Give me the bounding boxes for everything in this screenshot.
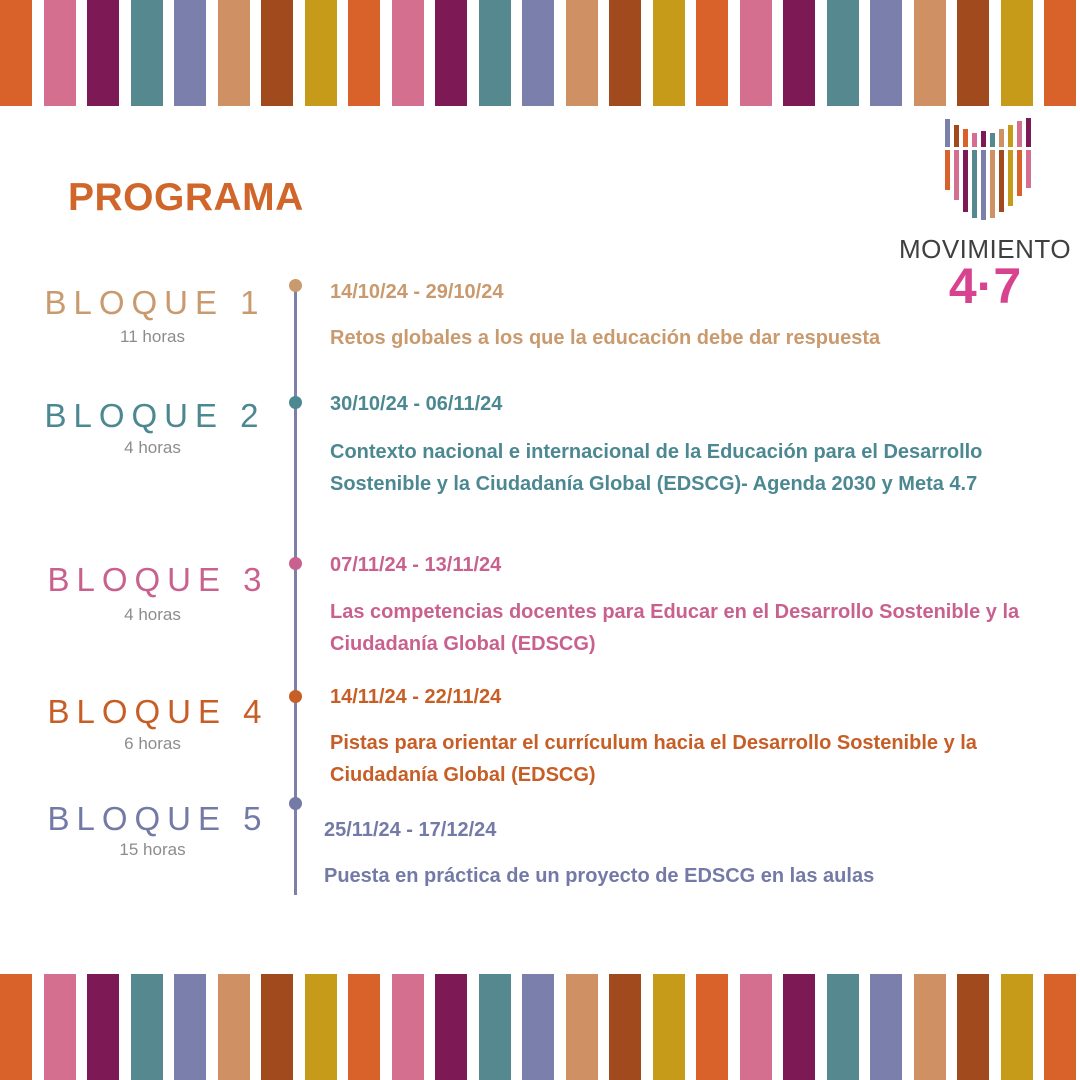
timeline-dot — [289, 690, 302, 703]
stripe — [522, 974, 566, 1080]
block-label: BLOQUE 3 — [47, 561, 269, 598]
block-description: Contexto nacional e internacional de la Educación para el Desarrollo Sostenible y la Ciudadanía Global (EDSCG)- Agenda 2030 y Meta 4.7 — [330, 441, 983, 495]
stripe — [1001, 0, 1045, 106]
stripe — [305, 974, 349, 1080]
stripe — [827, 974, 871, 1080]
logo-bars-icon — [895, 112, 1075, 232]
stripe — [870, 974, 914, 1080]
stripe — [218, 0, 262, 106]
stripe — [566, 0, 610, 106]
stripe — [566, 974, 610, 1080]
block-hours: 4 horas — [124, 438, 181, 457]
stripe — [348, 0, 392, 106]
timeline-dot — [289, 279, 302, 292]
stripe — [131, 974, 175, 1080]
stripe — [914, 974, 958, 1080]
timeline-dot — [289, 557, 302, 570]
page-title: PROGRAMA — [68, 176, 304, 219]
stripe — [435, 0, 479, 106]
stripe — [522, 0, 566, 106]
stripe — [740, 974, 784, 1080]
stripe — [740, 0, 784, 106]
stripe — [131, 0, 175, 106]
stripe — [1001, 974, 1045, 1080]
block-dates: 25/11/24 - 17/12/24 — [324, 819, 497, 841]
stripe — [44, 0, 88, 106]
stripe — [696, 974, 740, 1080]
logo-number: 4·7 — [948, 258, 1022, 314]
stripe — [87, 0, 131, 106]
timeline-dot — [289, 396, 302, 409]
block-hours: 15 horas — [119, 840, 186, 859]
stripe — [174, 0, 218, 106]
bottom-stripe-border — [0, 974, 1080, 1080]
stripe — [261, 974, 305, 1080]
stripe — [174, 974, 218, 1080]
stripe — [914, 0, 958, 106]
stripe — [348, 974, 392, 1080]
stripe — [87, 974, 131, 1080]
stripe — [609, 0, 653, 106]
stripe — [261, 0, 305, 106]
block-label: BLOQUE 5 — [47, 800, 269, 837]
stripe — [1044, 974, 1080, 1080]
stripe — [479, 0, 523, 106]
block-description: Las competencias docentes para Educar en el Desarrollo Sostenible y la Ciudadanía Global (EDSCG) — [330, 601, 1020, 655]
stripe — [1044, 0, 1080, 106]
block-description: Retos globales a los que la educación debe dar respuesta — [330, 327, 881, 349]
stripe — [44, 974, 88, 1080]
stripe — [0, 0, 44, 106]
block-description: Pistas para orientar el currículum hacia el Desarrollo Sostenible y la Ciudadanía Global (EDSCG) — [330, 732, 977, 786]
block-label: BLOQUE 1 — [44, 284, 266, 321]
stripe — [218, 974, 262, 1080]
block-label: BLOQUE 2 — [44, 397, 266, 434]
stripe — [783, 0, 827, 106]
stripe — [957, 974, 1001, 1080]
stripe — [305, 0, 349, 106]
stripe — [0, 974, 44, 1080]
stripe — [957, 0, 1001, 106]
block-dates: 14/10/24 - 29/10/24 — [330, 281, 504, 303]
stripe — [653, 974, 697, 1080]
top-stripe-border — [0, 0, 1080, 106]
stripe — [827, 0, 871, 106]
stripe — [870, 0, 914, 106]
stripe — [783, 974, 827, 1080]
stripe — [392, 0, 436, 106]
block-label: BLOQUE 4 — [47, 693, 269, 730]
stripe — [696, 0, 740, 106]
stripe — [435, 974, 479, 1080]
stripe — [479, 974, 523, 1080]
stripe — [609, 974, 653, 1080]
timeline-dot — [289, 797, 302, 810]
logo-name: MOVIMIENTO — [898, 234, 1072, 264]
block-hours: 6 horas — [124, 734, 181, 753]
stripe — [653, 0, 697, 106]
block-hours: 4 horas — [124, 605, 181, 624]
movimiento-logo — [895, 112, 1075, 314]
block-description: Puesta en práctica de un proyecto de EDSCG en las aulas — [324, 865, 875, 887]
block-dates: 07/11/24 - 13/11/24 — [330, 554, 502, 576]
stripe — [392, 974, 436, 1080]
block-dates: 30/10/24 - 06/11/24 — [330, 393, 503, 415]
block-hours: 11 horas — [120, 327, 185, 346]
block-dates: 14/11/24 - 22/11/24 — [330, 686, 502, 708]
